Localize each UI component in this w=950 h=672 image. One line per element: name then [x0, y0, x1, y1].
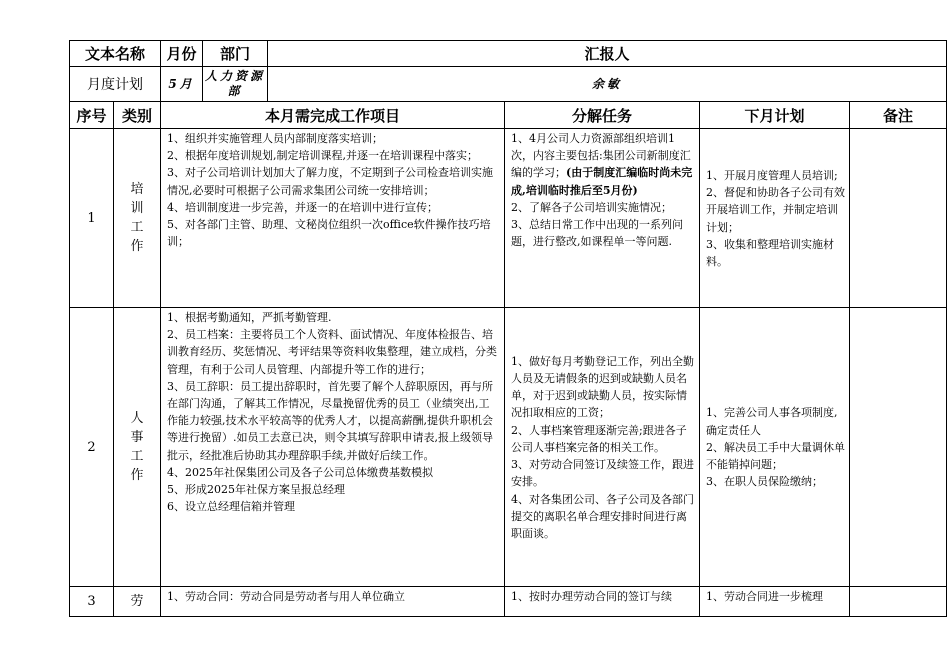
dept-value: 人力资源部 — [203, 67, 268, 102]
col-remarks: 备注 — [850, 102, 947, 129]
monthly-plan-table — [69, 40, 947, 617]
row-remarks — [850, 587, 947, 617]
row-seq: 1 — [70, 129, 114, 308]
table-row — [70, 587, 947, 617]
month-label: 月份 — [161, 41, 203, 67]
row-items: 1、劳动合同：劳动合同是劳动者与用人单位确立 — [161, 587, 505, 617]
row-category: 劳 — [114, 587, 161, 617]
col-items: 本月需完成工作项目 — [161, 102, 505, 129]
row-remarks — [850, 129, 947, 308]
table-row — [70, 129, 947, 308]
row-seq: 3 — [70, 587, 114, 617]
row-items: 1、根据考勤通知，严抓考勤管理. 2、员工档案：主要将员工个人资料、面试情况、年度体检报告、培训教育经历、奖惩情况、考评结果等资料收集整理，建立成档，分类管理，有利于公司人员管理、内部提升等工作的进行； 3、员工辞职：员工提出辞职时，首先要了解个人辞职原因，再与所在部门沟通，了解其工作情况，尽量挽留优秀的员工（业绩突出,工作能力较强,技术水平较高等的优秀人才，以提高薪酬,提供升职机会等进行挽留）.如员工去意已决，则令其填写辞职申请表,报上级领导批示，经批准后协助其办理辞职手续,并做好后续工作。 4、2025年社保集团公司及各子公司总体缴费基数模拟 5、形成2025年社保方案呈报总经理 6、设立总经理信箱并管理 — [161, 308, 505, 587]
row-category: 人 事 工 作 — [114, 308, 161, 587]
row-tasks: 1、按时办理劳动合同的签订与续 — [505, 587, 700, 617]
row-tasks: 1、做好每月考勤登记工作，列出全勤人员及无请假条的迟到或缺勤人员名单，对于迟到或缺勤人员，按实际情况扣取相应的工资； 2、人事档案管理逐渐完善;跟进各子公司人事档案完备的相关工作。 3、对劳动合同签订及续签工作，跟进安排。 4、对各集团公司、各子公司及各部门提交的离职名单合理安排时间进行离职面谈。 — [505, 308, 700, 587]
row-next: 1、劳动合同进一步梳理 — [700, 587, 850, 617]
col-seq: 序号 — [70, 102, 114, 129]
col-category: 类别 — [114, 102, 161, 129]
plan-label: 月度计划 — [70, 67, 161, 102]
column-header-row — [70, 102, 947, 129]
col-tasks: 分解任务 — [505, 102, 700, 129]
col-next: 下月计划 — [700, 102, 850, 129]
row-next: 1、开展月度管理人员培训; 2、督促和协助各子公司有效开展培训工作，并制定培训计划； 3、收集和整理培训实施材料。 — [700, 129, 850, 308]
month-value: 5月 — [161, 67, 203, 102]
reporter-label: 汇报人 — [268, 41, 947, 67]
doc-name-label: 文本名称 — [70, 41, 161, 67]
row-seq: 2 — [70, 308, 114, 587]
row-items: 1、组织并实施管理人员内部制度落实培训； 2、根据年度培训规划,制定培训课程,并逐一在培训课程中落实； 3、对子公司培训计划加大了解力度，不定期到子公司检查培训实施情况,必要时可根据子公司需求集团公司统一安排培训； 4、培训制度进一步完善，并逐一的在培训中进行宣传； 5、对各部门主管、助理、文秘岗位组织一次office软件操作技巧培训； — [161, 129, 505, 308]
row-next: 1、完善公司人事各项制度,确定责任人 2、解决员工手中大量调休单不能销掉问题； 3、在职人员保险缴纳； — [700, 308, 850, 587]
row-remarks — [850, 308, 947, 587]
row-category: 培 训 工 作 — [114, 129, 161, 308]
reporter-value: 余敏 — [268, 67, 947, 102]
row-tasks: 1、4月公司人力资源部组织培训1次，内容主要包括:集团公司新制度汇编的学习；(由于制度汇编临时尚未完成,培训临时推后至5月份) 2、了解各子公司培训实施情况； 3、总结日常工作中出现的一系列问题，进行整改,如课程单一等问题. — [505, 129, 700, 308]
table-row — [70, 308, 947, 587]
header-row-1 — [70, 41, 947, 67]
header-row-2 — [70, 67, 947, 102]
dept-label: 部门 — [203, 41, 268, 67]
